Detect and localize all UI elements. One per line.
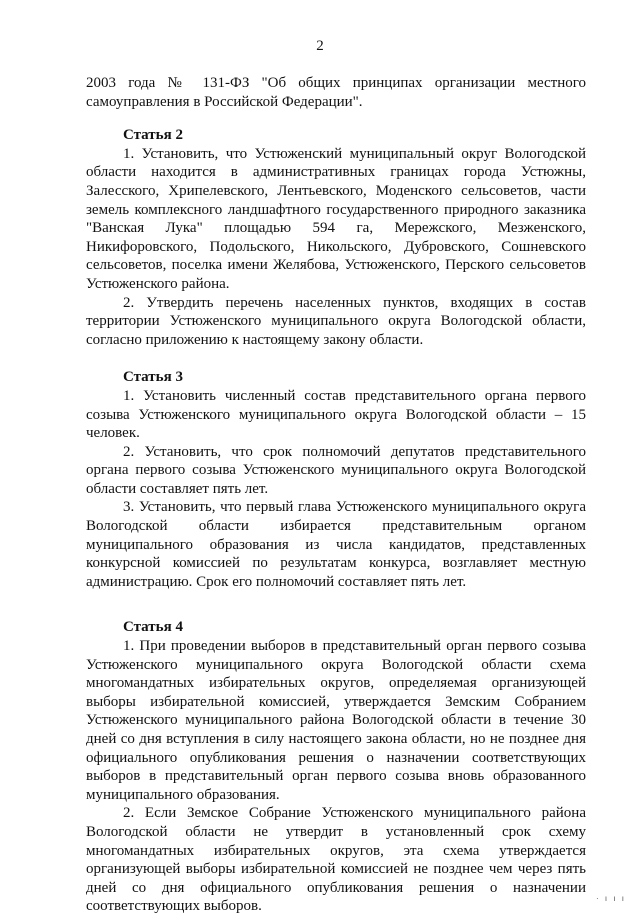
article-3-heading: Статья 3 <box>123 369 183 386</box>
article-2-paragraph-2: 2. Утвердить перечень населенных пунктов, входящих в состав территории Устюженского муниципального округа Вологодской области, согласно приложению к настоящему закону области. <box>86 294 586 348</box>
scan-footer-marks: · ı ı ı <box>596 894 626 903</box>
article-3 <box>86 368 586 591</box>
article-2-heading: Статья 2 <box>123 127 183 144</box>
article-3-paragraph-1: 1. Установить численный состав представительного органа первого созыва Устюженского муниципального округа Вологодской области – 15 человек. <box>86 387 586 442</box>
page-number: 2 <box>316 38 324 54</box>
article-2-paragraph-1: 1. Установить, что Устюженский муниципальный округ Вологодской области находится в административных границах города Устюжны, Залесского, Хрипелевского, Лентьевского, Моденского сельсоветов, части земель комплексного ландшафтного государственного природного заказника "Ванская Лука" площадью 594 га, Мережского, Мезженского, Никифоровского, Подольского, Никольского, Дубровского, Сошневского сельсоветов, поселка имени Желябова, Устюженского, Перского сельсоветов Устюженского района. <box>86 145 586 292</box>
article-3-paragraph-2: 2. Установить, что срок полномочий депутатов представительного органа первого созыва Устюженского муниципального округа Вологодской области составляет пять лет. <box>86 443 586 497</box>
article-3-paragraph-3: 3. Установить, что первый глава Устюженского муниципального округа Вологодской области избирается представительным органом муниципального образования из числа кандидатов, представленных конкурсной комиссией по результатам конкурса, возглавляет местную администрацию. Срок его полномочий составляет пять лет. <box>86 499 586 590</box>
document-body <box>86 74 586 916</box>
article-4-paragraph-2: 2. Если Земское Собрание Устюженского муниципального района Вологодской области не утвердит в установленный срок схему многомандатных избирательных округов, эта схема утверждается организующей выборы избирательной комиссией не позднее чем через пять дней со дня официального опубликования решения о назначении соответствующих выборов. <box>86 805 586 915</box>
article-4-paragraph-1: 1. При проведении выборов в представительный орган первого созыва Устюженского муниципального округа Вологодской области схема многомандатных избирательных округов, определяемая организующей выборы избирательной комиссией, утверждается Земским Собранием Устюженского муниципального района Вологодской области в течение 30 дней со дня вступления в силу настоящего закона области, но не позднее дня официального опубликования решения о назначении соответствующих выборов в представительный орган первого созыва вновь образованного муниципального образования. <box>86 638 586 803</box>
intro-paragraph: 2003 года № 131-ФЗ "Об общих принципах организации местного самоуправления в Российской Федерации". <box>86 75 586 110</box>
article-4 <box>86 618 586 916</box>
article-2 <box>86 126 586 349</box>
article-4-heading: Статья 4 <box>123 619 183 636</box>
